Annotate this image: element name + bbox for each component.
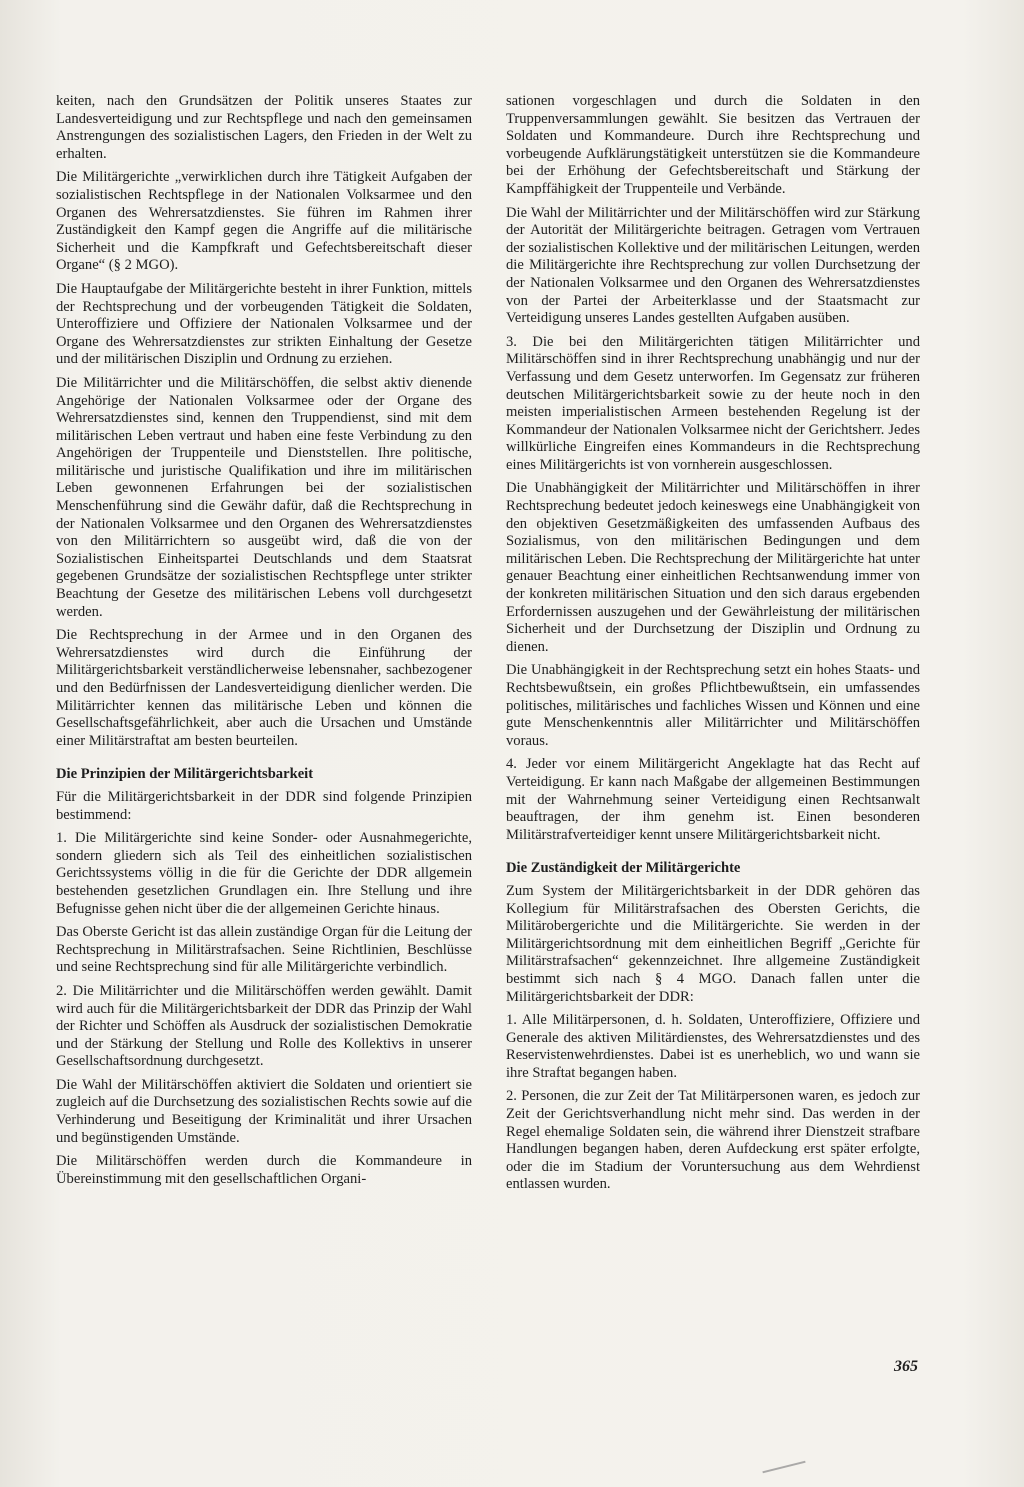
- paragraph: 1. Alle Militärpersonen, d. h. Soldaten, Unteroffiziere, Offiziere und Generale des aktiven Militärdienstes, des Wehrersatzdienstes und des Reservistenwehrdienstes. Dabei ist es unerheblich, wo und wann sie ihre Straftat begangen haben.: [506, 1012, 920, 1081]
- paragraph: Die Hauptaufgabe der Militärgerichte besteht in ihrer Funktion, mittels der Rechtsprechung und der vorbeugenden Tätigkeit die Soldaten, Unteroffiziere und Offiziere der Nationalen Volksarmee und der Organe des Wehrersatzdienstes zur strikten Einhaltung der Gesetze und der militärischen Disziplin und Ordnung zu erziehen.: [56, 280, 472, 368]
- paragraph: 2. Personen, die zur Zeit der Tat Militärpersonen waren, es jedoch zur Zeit der Gerichtsverhandlung nicht mehr sind. Das werden in der Regel ehemalige Soldaten sein, die während ihrer Dienstzeit strafbare Handlungen begangen haben, deren Aufdeckung erst später erfolgte, oder die im Stadium der Voruntersuchung aus dem Wehrdienst entlassen wurden.: [506, 1088, 920, 1193]
- paragraph: Die Wahl der Militärrichter und der Militärschöffen wird zur Stärkung der Autorität der Militärgerichte beitragen. Getragen vom Vertrauen der sozialistischen Kollektive und der militärischen Leitungen, werden die Militärgerichte ihre Rechtsprechung zur vollen Durchsetzung der der Nationalen Volksarmee und den Organen des Wehrersatzdienstes von der Partei der Arbeiterklasse und der Staatsmacht zur Verteidigung unseres Landes gestellten Aufgaben ausüben.: [506, 204, 920, 327]
- paragraph: 3. Die bei den Militärgerichten tätigen Militärrichter und Militärschöffen sind in ihrer Rechtsprechung unabhängig und nur der Verfassung und dem Gesetz unterworfen. Im Gegensatz zur früheren deutschen Militärgerichtsbarkeit sowie zu der heute noch in den meisten imperialistischen Armeen bestehenden Regelung ist der Kommandeur der Nationalen Volksarmee nicht der Gerichtsherr. Jedes willkürliche Eingreifen eines Kommandeurs in die Rechtsprechung eines Militärgerichts ist von vornherein ausgeschlossen.: [506, 333, 920, 473]
- section-heading-jurisdiction: Die Zuständigkeit der Militärgerichte: [506, 860, 741, 877]
- paragraph: Die Wahl der Militärschöffen aktiviert die Soldaten und orientiert sie zugleich auf die Durchsetzung des sozialistischen Rechts sowie auf die Verhinderung und Beseitigung der Kriminalität und ihrer Ursachen und begünstigenden Umstände.: [56, 1076, 472, 1146]
- paragraph: Die Rechtsprechung in der Armee und in den Organen des Wehrersatzdienstes wird durch die Einführung der Militärgerichtsbarkeit verständlicherweise lebensnaher, sachbezogener und den Bedürfnissen der Landesverteidigung dienlicher werden. Die Militärrichter kennen das militärische Leben und können die Gesellschaftsgefährlichkeit, aber auch die Ursachen und Umstände einer Militärstraftat am besten beurteilen.: [56, 627, 472, 749]
- left-column: [56, 93, 472, 1194]
- paragraph: Die Militärschöffen werden durch die Kommandeure in Übereinstimmung mit den gesellschaftlichen Organi-: [56, 1153, 472, 1187]
- paragraph: sationen vorgeschlagen und durch die Soldaten in den Truppenversammlungen gewählt. Sie besitzen das Vertrauen der Soldaten und Kommandeure. Durch ihre Rechtsprechung und vorbeugende Aufklärungstätigkeit unterstützen sie die Kommandeure bei der Erhöhung der Gefechtsbereitschaft und Stärkung der Kampffähigkeit der Truppenteile und Verbände.: [506, 93, 920, 197]
- paragraph: keiten, nach den Grundsätzen der Politik unseres Staates zur Landesverteidigung und zur Rechtspflege und nach den gemeinsamen Anstrengungen des sozialistischen Lagers, den Frieden in der Welt zu erhalten.: [56, 93, 472, 162]
- paragraph: Die Militärrichter und die Militärschöffen, die selbst aktiv dienende Angehörige der Nationalen Volksarmee oder der Organe des Wehrersatzdienstes sind, kennen den Truppendienst, sind mit dem militärischen Leben vertraut und haben eine feste Verbindung zu den Angehörigen der Truppenteile und Dienststellen. Ihre politische, militärische und juristische Qualifikation und ihre im militärischen Leben gewonnenen Erfahrungen bei der sozialistischen Menschenführung sind die Gewähr dafür, daß die Rechtsprechung in der Nationalen Volksarmee und den Organen des Wehrersatzdienstes von den Militärrichtern so ausgeübt wird, daß die von der Sozialistischen Einheitspartei Deutschlands und dem Staatsrat gegebenen Grundsätze der sozialistischen Rechtspflege unter strikter Beachtung der Gesetze des militärischen Lebens voll durchgesetzt werden.: [56, 374, 472, 620]
- paragraph: Die Unabhängigkeit der Militärrichter und Militärschöffen in ihrer Rechtsprechung bedeutet jedoch keineswegs eine Unabhängigkeit von den objektiven Gesetzmäßigkeiten des umfassenden Aufbaus des Sozialismus, von den militärischen Bedingungen und dem militärischen Leben. Die Rechtsprechung der Militärgerichte hat unter genauer Beachtung einer einheitlichen Rechtsanwendung immer von der konkreten militärischen Situation und den sich daraus ergebenden Erfordernissen auszugehen und der Gewährleistung der militärischen Sicherheit und der Durchsetzung der Disziplin und Ordnung zu dienen.: [506, 480, 920, 655]
- paragraph: Die Unabhängigkeit in der Rechtsprechung setzt ein hohes Staats- und Rechtsbewußtsein, ein großes Pflichtbewußtsein, ein umfassendes politisches, militärisches und fachliches Wissen und Können und eine gute Menschenkenntnis aller Militärrichter und Militärschöffen voraus.: [506, 662, 920, 749]
- right-column: [506, 93, 920, 1200]
- paragraph: Zum System der Militärgerichtsbarkeit in der DDR gehören das Kollegium für Militärstrafsachen des Obersten Gerichts, die Militärobergerichte und die Militärgerichte. Sie werden in der Militärgerichtsordnung mit dem einheitlichen Begriff „Gerichte für Militärstrafsachen“ gekennzeichnet. Ihre allgemeine Zuständigkeit bestimmt sich nach § 4 MGO. Danach fallen unter die Militärgerichtsbarkeit der DDR:: [506, 882, 920, 1005]
- paragraph: 2. Die Militärrichter und die Militärschöffen werden gewählt. Damit wird auch für die Militärgerichtsbarkeit der DDR das Prinzip der Wahl der Richter und Schöffen als Ausdruck der sozialistischen Demokratie und der Stärkung der Stellung und Rolle des Kollektivs in unserer Gesellschaftsordnung durchgesetzt.: [56, 982, 472, 1070]
- section-heading-principles: Die Prinzipien der Militärgerichtsbarkeit: [56, 766, 314, 783]
- paragraph: Für die Militärgerichtsbarkeit in der DDR sind folgende Prinzipien bestimmend:: [56, 788, 472, 823]
- page-number: 365: [894, 1358, 918, 1375]
- paragraph: 4. Jeder vor einem Militärgericht Angeklagte hat das Recht auf Verteidigung. Er kann nach Maßgabe der allgemeinen Bestimmungen mit der Wahrnehmung seiner Verteidigung einen Rechtsanwalt beauftragen, der ihm genehm ist. Einen besonderen Militärstrafverteidiger kennt unsere Militärgerichtsbarkeit nicht.: [506, 756, 920, 843]
- paragraph: Die Militärgerichte „verwirklichen durch ihre Tätigkeit Aufgaben der sozialistischen Rechtspflege in der Nationalen Volksarmee und den Organen des Wehrersatzdienstes. Sie führen im Rahmen ihrer Zuständigkeit den Kampf gegen die Angriffe auf die militärische Sicherheit und die Kampfkraft und Gefechtsbereitschaft dieser Organe“ (§ 2 MGO).: [56, 169, 472, 274]
- paragraph: 1. Die Militärgerichte sind keine Sonder- oder Ausnahmegerichte, sondern gliedern sich als Teil des einheitlichen sozialistischen Gerichtssystems völlig in die für die Gerichte der DDR allgemein bestehenden gesetzlichen Grundlagen ein. Ihre Stellung und ihre Befugnisse gehen nicht über die der allgemeinen Gerichte hinaus.: [56, 830, 472, 917]
- paragraph: Das Oberste Gericht ist das allein zuständige Organ für die Leitung der Rechtsprechung in Militärstrafsachen. Seine Richtlinien, Beschlüsse und seine Rechtsprechung sind für alle Militärgerichte verbindlich.: [56, 924, 472, 976]
- paper-scuff-mark: [762, 1461, 805, 1474]
